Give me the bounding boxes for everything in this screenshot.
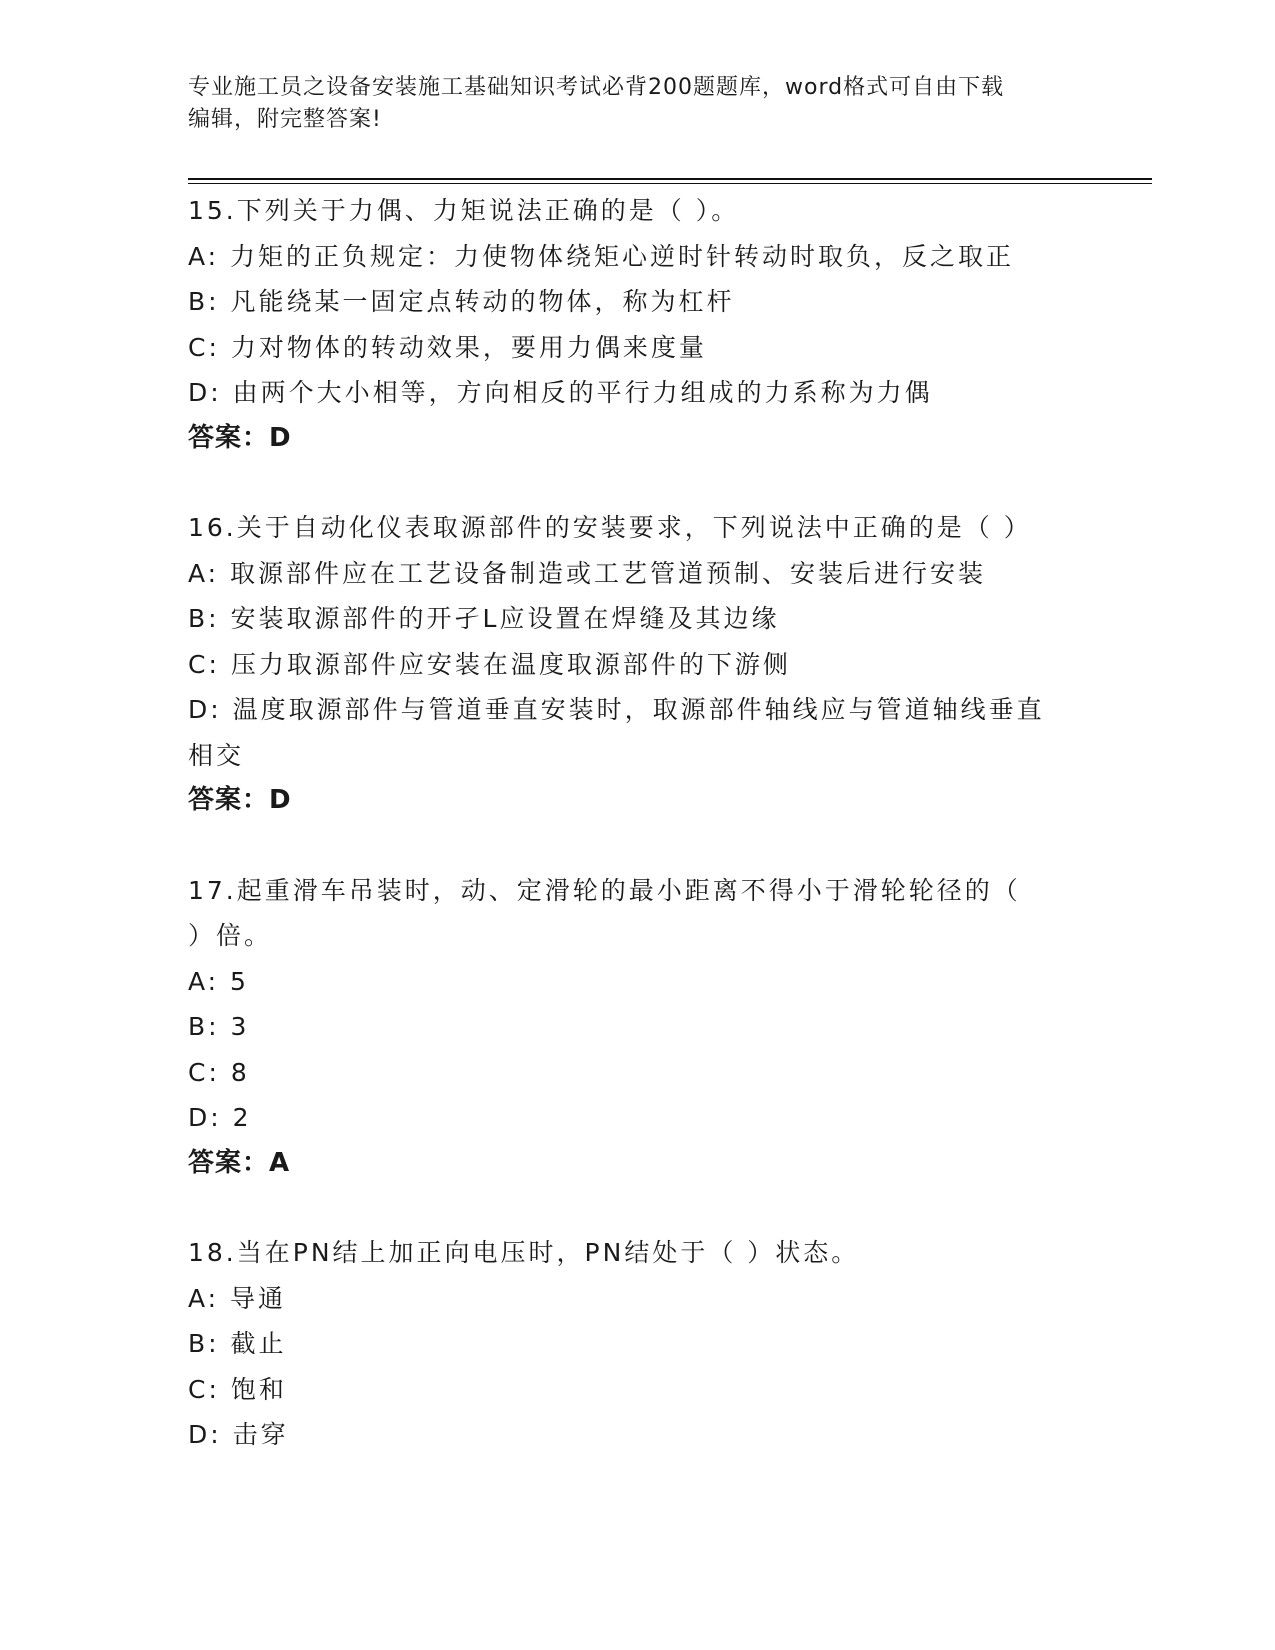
document-header bbox=[188, 72, 1088, 136]
option-c: C: 力对物体的转动效果，要用力偶来度量 bbox=[188, 332, 707, 362]
option-c: C: 压力取源部件应安装在温度取源部件的下游侧 bbox=[188, 649, 791, 679]
header-rule-thin bbox=[188, 183, 1152, 184]
question-15 bbox=[188, 188, 1088, 461]
option-a: A: 5 bbox=[188, 966, 249, 996]
header-line-2: 编辑，附完整答案! bbox=[188, 107, 382, 132]
question-stem: 17.起重滑车吊装时，动、定滑轮的最小距离不得小于滑轮轮径的（ bbox=[188, 875, 1021, 905]
question-list bbox=[188, 188, 1088, 1502]
question-stem: 15.下列关于力偶、力矩说法正确的是（ ）。 bbox=[188, 196, 740, 225]
option-b: B: 3 bbox=[188, 1012, 250, 1041]
option-d: D: 2 bbox=[188, 1103, 252, 1132]
answer-label: 答案：A bbox=[188, 1147, 291, 1178]
option-a: A: 导通 bbox=[188, 1283, 287, 1313]
question-16 bbox=[188, 505, 1088, 824]
option-c: C: 8 bbox=[188, 1057, 250, 1087]
header-rule-thick bbox=[188, 178, 1152, 180]
option-a: A: 取源部件应在工艺设备制造或工艺管道预制、安装后进行安装 bbox=[188, 558, 987, 588]
question-18 bbox=[188, 1230, 1088, 1458]
question-stem-continuation: ）倍。 bbox=[188, 921, 273, 950]
answer-label: 答案：D bbox=[188, 785, 292, 815]
answer-label: 答案：D bbox=[188, 422, 292, 453]
option-a: A: 力矩的正负规定：力使物体绕矩心逆时针转动时取负，反之取正 bbox=[188, 241, 1015, 271]
option-d: D: 击穿 bbox=[188, 1420, 289, 1449]
option-d-continuation: 相交 bbox=[188, 740, 245, 770]
option-d: D: 温度取源部件与管道垂直安装时，取源部件轴线应与管道轴线垂直 bbox=[188, 695, 1045, 724]
option-b: B: 截止 bbox=[188, 1329, 287, 1358]
option-b: B: 安装取源部件的开孑L应设置在焊缝及其边缘 bbox=[188, 604, 780, 633]
question-stem: 18.当在PN结上加正向电压时，PN结处于（ ）状态。 bbox=[188, 1238, 860, 1267]
option-d: D: 由两个大小相等，方向相反的平行力组成的力系称为力偶 bbox=[188, 378, 933, 407]
question-17 bbox=[188, 868, 1088, 1187]
header-line-1: 专业施工员之设备安装施工基础知识考试必背200题题库，word格式可自由下载 bbox=[188, 75, 1005, 100]
question-stem: 16.关于自动化仪表取源部件的安装要求，下列说法中正确的是（ ） bbox=[188, 513, 1032, 542]
option-b: B: 凡能绕某一固定点转动的物体，称为杠杆 bbox=[188, 287, 735, 316]
option-c: C: 饱和 bbox=[188, 1374, 287, 1404]
